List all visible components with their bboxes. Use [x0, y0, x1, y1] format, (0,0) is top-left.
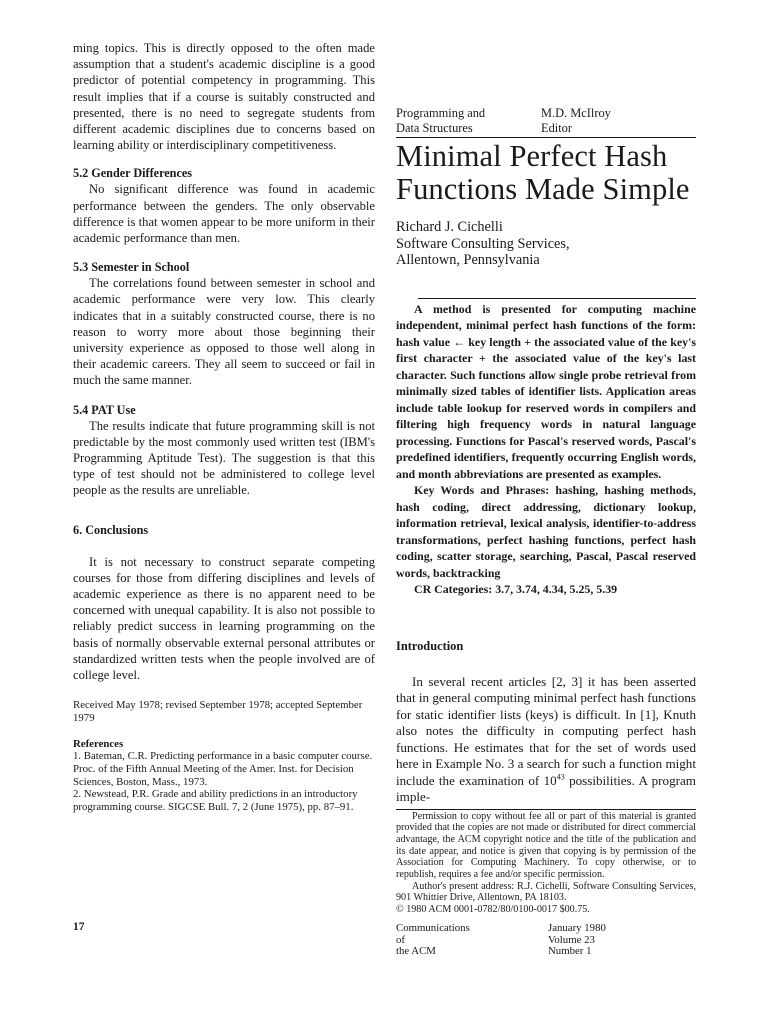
section-heading-5-4: 5.4 PAT Use [73, 402, 136, 417]
author-location: Allentown, Pennsylvania [396, 252, 540, 268]
editor-name: M.D. McIlroy Editor [541, 106, 611, 135]
introduction-text-a: In several recent articles [2, 3] it has been asserted that in general computing minimal perfect hash functions for static identifier lists (keys) is difficult. In [1], Knuth also notes the difficulty in computing perfect hash functions. He estimates that for the set of words used here in Example No. 3 a search for such a function might include the examination of 10 [396, 673, 696, 788]
permission-rule [396, 809, 696, 810]
author-address: Author's present address: R.J. Cichelli, Software Consulting Services, 901 Whittier Drive, Allentown, PA 18103. [396, 880, 696, 904]
section-body-5-3: The correlations found between semester in school and academic performance were very low. This clearly indicates that in a suitably constructed course, there is no reason to worry more about those beginning their university experience as opposed to those well along in their academic careers. They all seem to succeed or fail in much the same manner. [73, 276, 375, 388]
section-heading-6: 6. Conclusions [73, 522, 149, 537]
issue-info: January 1980 Volume 23 Number 1 [548, 922, 606, 958]
cr-categories: CR Categories: 3.7, 3.74, 4.34, 5.25, 5.39 [414, 582, 618, 596]
section-body-5-2: No significant difference was found in academic performance between the genders. The only observable difference is that women appear to be more uniform in their academic performance than men. [73, 182, 375, 246]
section-body-5-4: The results indicate that future programming skill is not predictable by the most commonly used written test (IBM's Programming Aptitude Test). The suggestion is that this type of test should not be administered to college level people as the results are unreliable. [73, 418, 375, 498]
article-title: Minimal Perfect Hash Functions Made Simple [396, 139, 690, 206]
section-heading-5-2: 5.2 Gender Differences [73, 166, 193, 181]
copyright: © 1980 ACM 0001-0782/80/0100-0017 $00.75. [396, 904, 590, 916]
department-name: Programming and Data Structures [396, 106, 486, 135]
author-name: Richard J. Cichelli [396, 219, 503, 235]
references-heading: References [73, 738, 124, 751]
abstract-rule [418, 298, 696, 299]
title-rule [396, 137, 696, 138]
introduction-text-b: possibilities. A program imple- [396, 772, 696, 804]
keywords: Key Words and Phrases: hashing, hashing methods, hash coding, direct addressing, dictionary lookup, information retrieval, lexical analysis, identifier-to-address transformations, perfect hashing functions, perfect hash coding, scatter storage, searching, Pascal, Pascal reserved words, backtracking [396, 483, 696, 580]
journal-name: Communications of the ACM [396, 922, 470, 958]
introduction-body [396, 674, 696, 806]
author-block [396, 219, 696, 269]
reference-1: 1. Bateman, C.R. Predicting performance in a basic computer course. Proc. of the Fifth Annual Meeting of the Amer. Inst. for Decision Sciences, Boston, Mass., 1973. [73, 750, 373, 788]
reference-2: 2. Newstead, P.R. Grade and ability predictions in an introductory programming course. SIGCSE Bull. 7, 2 (June 1975), pp. 87–91. [73, 788, 358, 813]
department-header [396, 106, 696, 136]
introduction-heading: Introduction [396, 638, 464, 653]
received-dates: Received May 1978; revised September 1978; accepted September 1979 [73, 699, 363, 724]
abstract: A method is presented for computing machine independent, minimal perfect hash functions of the form: hash value ← key length + the associated value of the key's first character + the associated value of the key's last character. Such functions allow single probe retrieval from minimally sized tables of identifier lists. Application areas include table lookup for reserved words in compilers and filtering high frequency words in natural language processing. Functions for Pascal's reserved words, Pascal's predefined identifiers, frequently occurring English words, and month abbreviations are presented as examples. [396, 301, 696, 481]
right-column [396, 106, 696, 916]
permission-notice: Permission to copy without fee all or part of this material is granted provided that the copies are not made or distributed for direct commercial advantage, the ACM copyright notice and the title of the publication and its date appear, and notice is given that copying is by permission of the Association for Computing Machinery. To copy otherwise, or to republish, requires a fee and/or specific permission. [396, 810, 696, 881]
exponent: 43 [556, 772, 565, 782]
section-body-6: It is not necessary to construct separate competing courses for those from differing disciplines and levels of academic experience as there is no apparent need to be concerned with unequal capability. It is also not possible to reliably predict success in learning programming on the basis of normally observable external personal attributes or standardized written tests when the people involved are of college level. [73, 554, 375, 683]
paragraph-continued: ming topics. This is directly opposed to the often made assumption that a student's academic discipline is a good predictor of potential competency in programming. This result implies that if a course is suitably constructed and presented, there is no need to segregate students from different academic disciplines due to concerns based on learning ability or interdisciplinary competitiveness. [73, 41, 375, 153]
page-number: 17 [73, 921, 85, 933]
section-heading-5-3: 5.3 Semester in School [73, 260, 190, 275]
author-affiliation: Software Consulting Services, [396, 235, 570, 252]
left-column [73, 40, 375, 813]
